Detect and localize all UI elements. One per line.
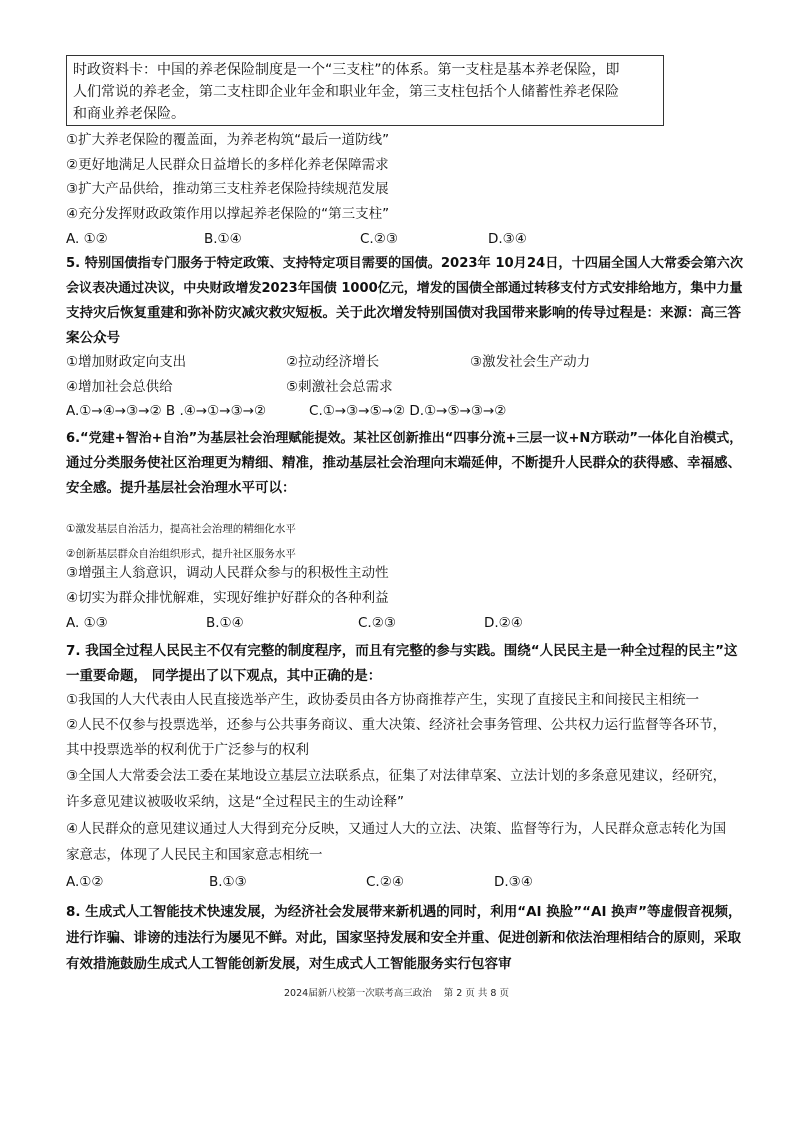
choice-b: B.①④ (204, 231, 242, 247)
q7-option: ④人民群众的意见建议通过人大得到充分反映，又通过人大的立法、决策、监督等行为，人民群众意志转化为国 (66, 821, 727, 837)
choice-b: B.①③ (209, 874, 247, 890)
choice-a: A. ①② (66, 231, 108, 247)
choice-d: D.②④ (484, 615, 523, 631)
q4-option: ③扩大产品供给，推动第三支柱养老保险持续规范发展 (66, 181, 389, 197)
q7-option: ①我国的人大代表由人民直接选举产生，政协委员由各方协商推荐产生，实现了直接民主和间接民主相统一 (66, 692, 700, 708)
q5-choices: A.①→④→③→② B .④→①→③→② C.①→③→⑤→② D.①→⑤→③→② (66, 403, 507, 419)
q5-item: ⑤刺激社会总需求 (286, 379, 393, 395)
choice-c: C.②③ (360, 231, 398, 247)
q7-option: ③全国人大常委会法工委在某地设立基层立法联系点，征集了对法律草案、立法计划的多条意见建议，经研究， (66, 768, 727, 784)
info-card-line: 时政资料卡：中国的养老保险制度是一个“三支柱”的体系。第一支柱是基本养老保险，即 (73, 62, 620, 78)
q4-option: ①扩大养老保险的覆盖面，为养老构筑“最后一道防线” (66, 132, 390, 148)
q6-option: ②创新基层群众自治组织形式，提升社区服务水平 (66, 548, 296, 560)
q8-stem-line: 进行诈骗、诽谤的违法行为屡见不鲜。对此，国家坚持发展和安全并重、促进创新和依法治理相结合的原则，采取 (66, 930, 741, 946)
q7-stem-line: 7. 我国全过程人民民主不仅有完整的制度程序，而且有完整的参与实践。围绕“人民民主是一种全过程的民主”这 (66, 643, 738, 659)
info-card-line: 和商业养老保险。 (73, 106, 185, 122)
q4-option: ④充分发挥财政政策作用以撑起养老保险的“第三支柱” (66, 206, 390, 222)
choice-a: A. ①③ (66, 615, 108, 631)
q6-option: ①激发基层自治活力，提高社会治理的精细化水平 (66, 523, 296, 535)
q8-stem-line: 8. 生成式人工智能技术快速发展，为经济社会发展带来新机遇的同时，利用“AI 换脸”“AI 换声”等虚假音视频， (66, 904, 742, 920)
q6-stem-line: 6.“党建+智治+自治”为基层社会治理赋能提效。某社区创新推出“四事分流+三层一议+N方联动”一体化自治模式， (66, 431, 743, 446)
q5-stem-line: 支持灾后恢复重建和弥补防灾减灾救灾短板。关于此次增发特别国债对我国带来影响的传导过程是：来源：高三答 (66, 305, 741, 321)
q4-option: ②更好地满足人民群众日益增长的多样化养老保障需求 (66, 157, 389, 173)
q8-stem-line: 有效措施鼓励生成式人工智能创新发展，对生成式人工智能服务实行包容审 (66, 956, 512, 972)
q6-stem-line: 安全感。提升基层社会治理水平可以： (66, 480, 296, 496)
q5-item: ②拉动经济增长 (286, 354, 380, 370)
q7-option: ②人民不仅参与投票选举，还参与公共事务商议、重大决策、经济社会事务管理、公共权力运行监督等各环节， (66, 717, 727, 733)
q7-option: 其中投票选举的权利优于广泛参与的权利 (66, 742, 309, 758)
info-card (66, 55, 664, 126)
q5-item: ④增加社会总供给 (66, 379, 173, 395)
q5-item: ③激发社会生产动力 (470, 354, 591, 370)
q6-option: ③增强主人翁意识，调动人民群众参与的积极性主动性 (66, 565, 389, 581)
q5-stem-line: 案公众号 (66, 330, 120, 346)
q5-item: ①增加财政定向支出 (66, 354, 187, 370)
info-card-line: 人们常说的养老金，第二支柱即企业年金和职业年金，第三支柱包括个人储蓄性养老保险 (73, 84, 619, 100)
q5-stem-line: 5. 特别国债指专门服务于特定政策、支持特定项目需要的国债。2023年 10月24日，十四届全国人大常委会第六次 (66, 256, 744, 271)
choice-d: D.③④ (488, 231, 527, 247)
choice-b: B.①④ (206, 615, 244, 631)
choice-c: C.②④ (366, 874, 404, 890)
q7-option: 许多意见建议被吸收采纳，这是“全过程民主的生动诠释” (66, 794, 404, 810)
choice-a: A.①② (66, 874, 104, 890)
choice-c: C.②③ (358, 615, 396, 631)
q7-stem-line: 一重要命题， 同学提出了以下观点，其中正确的是： (66, 668, 382, 684)
page-footer: 2024届新八校第一次联考高三政治 第 2 页 共 8 页 (284, 988, 509, 999)
choice-d: D.③④ (494, 874, 533, 890)
q5-stem-line: 会议表决通过决议，中央财政增发2023年国债 1000亿元，增发的国债全部通过转移支付方式安排给地方，集中力量 (66, 281, 743, 296)
q6-option: ④切实为群众排忧解难，实现好维护好群众的各种利益 (66, 590, 389, 606)
q7-option: 家意志，体现了人民民主和国家意志相统一 (66, 847, 323, 863)
q6-stem-line: 通过分类服务使社区治理更为精细、精准，推动基层社会治理向末端延伸，不断提升人民群众的获得感、幸福感、 (66, 455, 741, 471)
